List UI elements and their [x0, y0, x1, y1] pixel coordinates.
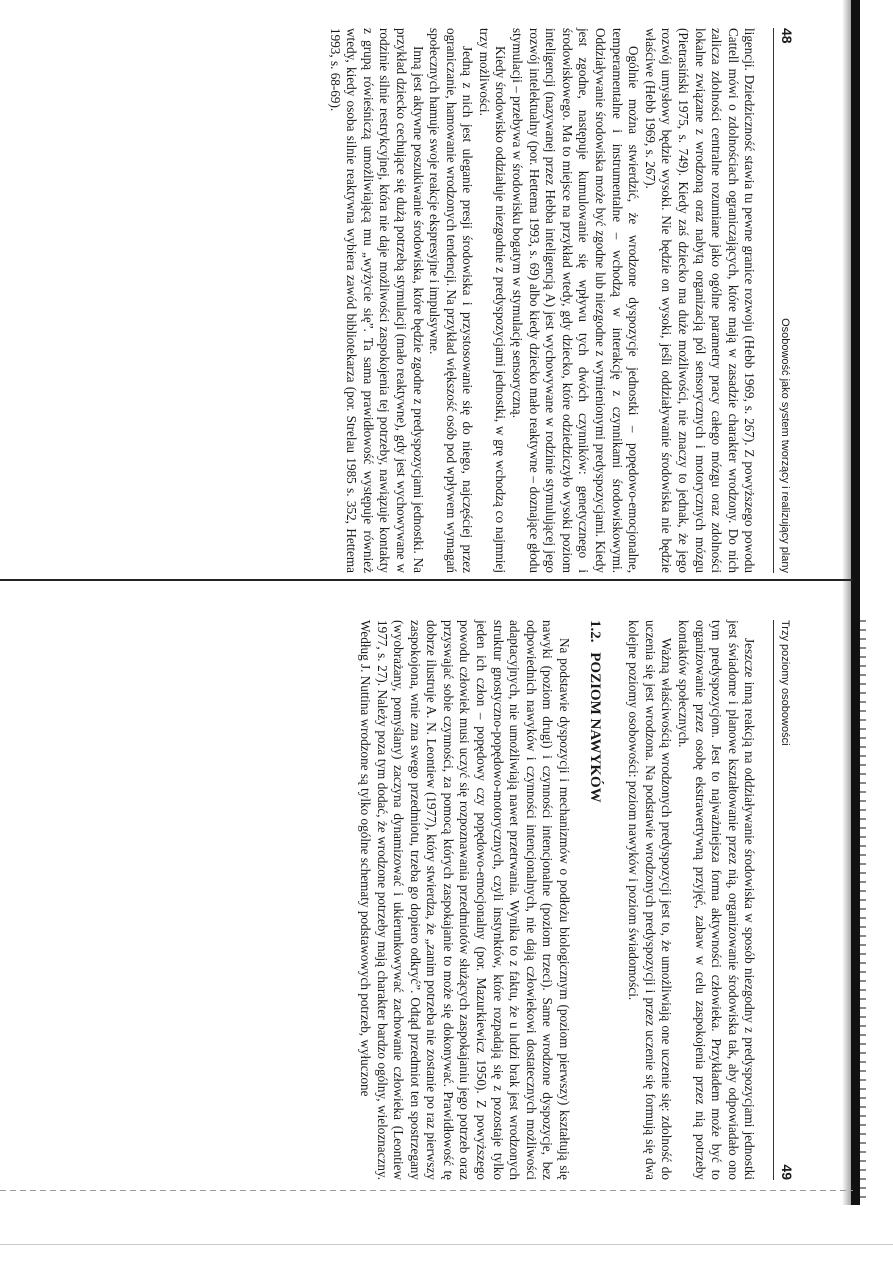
page-number: 48	[779, 28, 795, 44]
running-title: Osobowość jako system tworzący i realizujący plany	[779, 318, 791, 573]
running-head-49	[773, 620, 795, 1180]
scan-edge-shadow	[842, 0, 851, 1205]
paragraph: Ogólnie można stwierdzić, że wrodzone dyspozycje jednostki – popędowo-emocjonalne, temperamentalne i instrumentalne – wchodzą w interakcję z czynnikami środowiskowymi. Oddziaływanie środowiska może być zgodne lub niezgodne z wymienionymi predyspozycjami. Kiedy jest zgodne, następuje kumulowanie się wpływu tych dwóch czynników: genetycznego i środowiskowego. Ma to miejsce na przykład wtedy, gdy dziecko, które odziedziczyło wysoki poziom inteligencji (nazywanej przez Hebba inteligencją A) jest wychowywane w rodzinie stymulującej jego rozwój intelektualny (por. Hettema 1993, s. 69) albo kiedy dziecko mało reaktywne – doznające głodu stymulacji – przebywa w środowisku bogatym w stymulację sensoryczną.	[510, 28, 642, 573]
running-title: Trzy poziomy osobowości	[779, 620, 791, 746]
paragraph: Jedną z nich jest uleganie presji środowiska i przystosowanie się do niego, najczęściej przez ograniczanie, hamowanie wrodzonych tendencji. Na przykład większość osób pod wpływem wymagań społecznych hamuje swoje reakcje ekspresyjne i impulsywne.	[427, 28, 476, 573]
section-number: 1.2.	[586, 620, 603, 643]
scan-edge-marks	[860, 620, 866, 1200]
paragraph: Na podstawie dyspozycji i mechanizmów o podłożu biologicznym (poziom pierwszy) kształtują się nawyki (poziom drugi) i czynności intencjonalne (poziom trzeci). Same wrodzone dyspozycje, bez odpowiednich nawyków i czynności intencjonalnych, nie dają człowiekowi dostatecznych możliwości adaptacyjnych, nie umożliwiają nawet przetrwania. Wynika to z faktu, że u ludzi brak jest wrodzonych struktur gnostyczno-popędowo-motorycznych, czyli instynktów, które rozpadają się z pozostaje tylko jeden ich człon – popędowy czy popędowo-emocjonalny (por. Mazurkiewicz 1950). Z powyższego powodu człowiek musi uczyć się rozpoznawania przedmiotów służących zaspokajaniu jego potrzeb oraz przyswajać sobie czynności, za pomocą których zaspokajanie to może się dokonywać. Prawidłowość tę dobrze ilustruje A. N. Leontiew (1977), który stwierdza, że „zanim potrzeba nie zostanie po raz pierwszy zaspokojona, wnie zna swego przedmiotu, trzeba go dopiero odkryć”. Odtąd przedmiot ten spostrzegany (wyobrażany, pomyślany) zaczyna dynamizować i ukierunkowywać zachowanie człowieka (Leontiew 1977, s. 27). Należy poza tym dodać, że wrodzone potrzeby mają charakter bardzo ogólny, wieloznaczny. Według J. Nuttina wrodzone są tylko ogólne schematy podstawowych potrzeb, wyłuczone	[357, 620, 573, 1180]
paragraph: Inną jest aktywne poszukiwanie środowiska, które będzie zgodne z predyspozycjami jednostki. Na przykład dziecko cechujące się dużą potrzebą stymulacji (mało reaktywne), gdy jest wychowywane w rodzinie silnie restrykcyjnej, która nie daje możliwości zaspokojenia tej potrzeby, nawiązuje kontakty z grupą rówieśniczą umożliwiającą mu „wyżycie się”. Ta sama prawidłowość występuje również wtedy, kiedy osoba silnie reaktywna wybiera zawód bibliotekarza (por. Strelau 1985 s. 352, Hettema 1993, s. 68-69).	[327, 28, 426, 573]
scan-edge	[851, 0, 860, 1205]
paragraph: ligencji. Dziedziczność stawia tu pewne granice rozwoju (Hebb 1969, s. 267). Z powyższego powodu Cattell mówi o zdolnościach ograniczających, które mają w zasadzie charakter wrodzony. Do nich zalicza zdolności centralne rozumiane jako ogólne parametry pracy całego mózgu oraz zdolności lokalne związane z wrodzoną oraz nabytą organizacją pól sensorycznych i motorycznych mózgu (Pietrasiński 1975, s. 749). Kiedy zaś dziecko ma duże możliwości, nie znaczy to jednak, że jego rozwój umysłowy będzie wysoki. Nie będzie on wysoki, jeśli oddziaływanie środowiska nie będzie właściwe (Hebb 1969, s. 267).	[642, 28, 758, 573]
paragraph: Ważną właściwością wrodzonych predyspozycji jest to, że umożliwiają one uczenie się: zdolność do uczenia się jest wrodzona. Na podstawie wrodzonych predyspozycji i przez uczenie się formują się dwa kolejne poziomy osobowości: poziom nawyków i poziom świadomości.	[626, 620, 675, 1180]
paragraph: Kiedy środowisko oddziałuje niezgodnie z predyspozycjami jednostki, w grę wchodzą co najmniej trzy możliwości.	[476, 28, 509, 573]
book-gutter	[0, 579, 853, 581]
section-heading	[586, 620, 603, 1180]
scan-bottom-line	[0, 1244, 893, 1245]
page-49	[75, 620, 795, 1180]
section-title: POZIOM NAWYKÓW	[586, 652, 603, 803]
running-head-48	[773, 28, 795, 573]
paragraph: Jeszcze inną reakcją na oddziaływanie środowiska w sposób niezgodny z predyspozycjami jednostki jest świadome i planowe kształtowanie przez nią, organizowanie środowiska tak, aby odpowiadało ono tym predyspozycjom. Jest to najważniejsza forma aktywności człowieka. Przykładem może być to organizowanie przez osobę ekstrawertywną przyjęć, zabaw w celu zaspokojenia przez nią potrzeby kontaktów społecznych.	[676, 620, 758, 1180]
fold-line	[0, 1190, 853, 1191]
page-48	[75, 28, 795, 573]
page-number: 49	[779, 1164, 795, 1180]
